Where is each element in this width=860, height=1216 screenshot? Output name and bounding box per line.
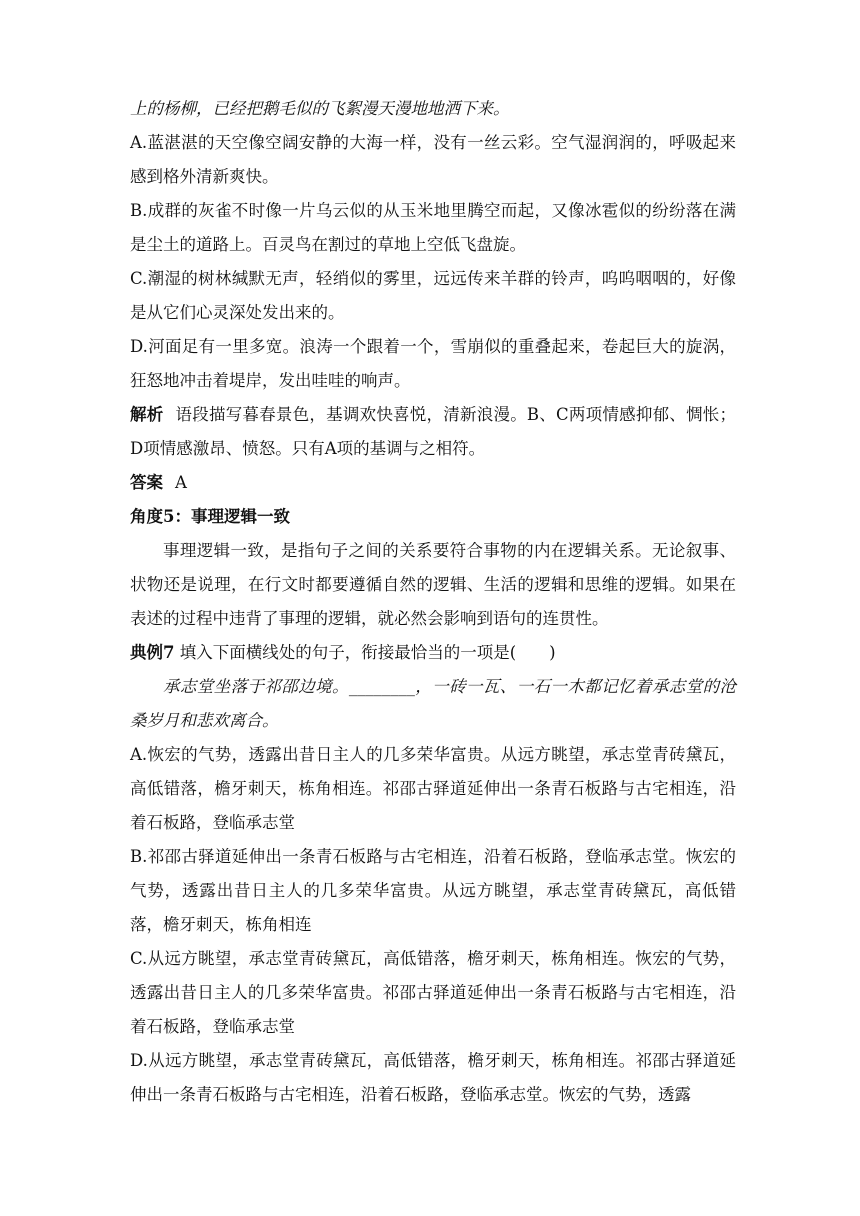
option-c: C.潮湿的树林缄默无声，轻绡似的雾里，远远传来羊群的铃声，呜呜咽咽的，好像是从它们心灵深处发出来的。	[130, 269, 736, 322]
option-b: B.成群的灰雀不时像一片乌云似的从玉米地里腾空而起，又像冰雹似的纷纷落在满是尘土的道路上。百灵鸟在割过的草地上空低飞盘旋。	[130, 201, 736, 254]
option-d: D.河面足有一里多宽。浪涛一个跟着一个，雪崩似的重叠起来，卷起巨大的旋涡，狂怒地冲击着堤岸，发出哇哇的响声。	[130, 337, 736, 390]
answer-value: A	[175, 473, 187, 492]
analysis-label: 解析	[130, 405, 164, 424]
analysis-text: 语段描写暮春景色，基调欢快喜悦，清新浪漫。B、C两项情感抑郁、惆怅；D项情感激昂、愤怒。只有A项的基调与之相符。	[130, 405, 737, 458]
example-question-text: 填入下面横线处的句子，衔接最恰当的一项是( )	[179, 643, 556, 662]
answer-label: 答案	[130, 473, 163, 492]
example-option-a: A.恢宏的气势，透露出昔日主人的几多荣华富贵。从远方眺望，承志堂青砖黛瓦，高低错落，檐牙刺天，栋角相连。祁邵古驿道延伸出一条青石板路与古宅相连，沿着石板路，登临承志堂	[130, 745, 736, 832]
document-page	[130, 92, 736, 1112]
option-a: A.蓝湛湛的天空像空阔安静的大海一样，没有一丝云彩。空气湿润润的，呼吸起来感到格外清新爽快。	[130, 133, 736, 186]
analysis-paragraph	[130, 398, 736, 466]
example-option-c: C.从远方眺望，承志堂青砖黛瓦，高低错落，檐牙刺天，栋角相连。恢宏的气势，透露出昔日主人的几多荣华富贵。祁邵古驿道延伸出一条青石板路与古宅相连，沿着石板路，登临承志堂	[130, 949, 736, 1036]
example-option-d: D.从远方眺望，承志堂青砖黛瓦，高低错落，檐牙刺天，栋角相连。祁邵古驿道延伸出一条青石板路与古宅相连，沿着石板路，登临承志堂。恢宏的气势，透露	[130, 1051, 736, 1104]
answer-paragraph	[130, 466, 736, 500]
example-option-b: B.祁邵古驿道延伸出一条青石板路与古宅相连，沿着石板路，登临承志堂。恢宏的气势，透露出昔日主人的几多荣华富贵。从远方眺望，承志堂青砖黛瓦，高低错落，檐牙刺天，栋角相连	[130, 847, 736, 934]
section-body: 事理逻辑一致，是指句子之间的关系要符合事物的内在逻辑关系。无论叙事、状物还是说理，在行文时都要遵循自然的逻辑、生活的逻辑和思维的逻辑。如果在表述的过程中违背了事理的逻辑，就必然会影响到语句的连贯性。	[130, 541, 736, 628]
section-heading: 角度5：事理逻辑一致	[130, 507, 290, 526]
example-question	[130, 636, 736, 670]
example-label: 典例7	[130, 643, 175, 662]
passage-tail: 上的杨柳，已经把鹅毛似的飞絮漫天漫地地洒下来。	[130, 99, 510, 118]
example-passage: 承志堂坐落于祁邵边境。________，一砖一瓦、一石一木都记忆着承志堂的沧桑岁月和悲欢离合。	[130, 677, 736, 730]
